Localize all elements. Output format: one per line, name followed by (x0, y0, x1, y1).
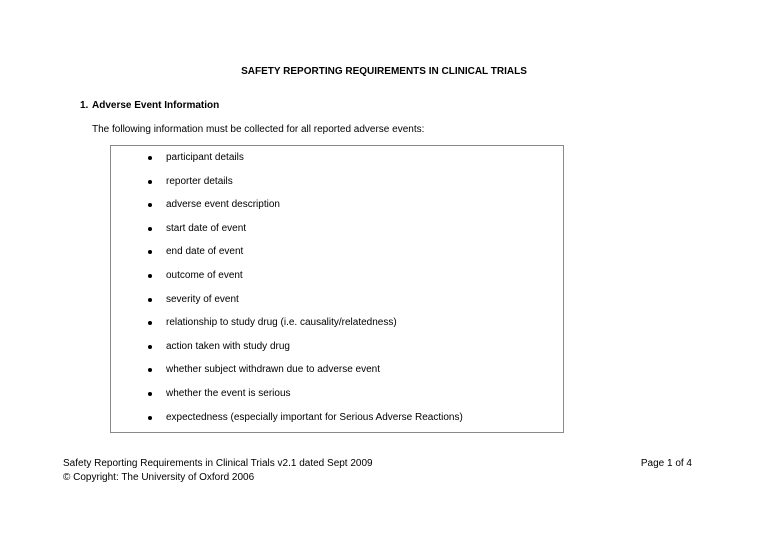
bullet-icon (148, 227, 152, 231)
list-item-text: severity of event (166, 293, 239, 305)
footer-copyright: © Copyright: The University of Oxford 2006 (63, 472, 255, 483)
list-item-text: outcome of event (166, 270, 243, 281)
document-title: SAFETY REPORTING REQUIREMENTS IN CLINICAL TRIALS (241, 66, 527, 77)
bullet-icon (148, 392, 152, 396)
bullet-icon (148, 298, 152, 302)
list-item-text: start date of event (166, 222, 247, 234)
list-item-text: reporter details (166, 175, 233, 187)
information-box (110, 145, 564, 433)
bullet-icon (148, 416, 152, 420)
bullet-icon (148, 274, 152, 278)
list-item-text: end date of event (166, 246, 244, 258)
bullet-icon (148, 321, 152, 325)
bullet-icon (148, 156, 152, 160)
footer-document-info: Safety Reporting Requirements in Clinical Trials v2.1 dated Sept 2009 (63, 458, 373, 469)
bullet-icon (148, 250, 152, 254)
bullet-icon (148, 368, 152, 372)
bullet-icon (148, 203, 152, 207)
list-item-text: adverse event description (166, 199, 280, 211)
section-heading: Adverse Event Information (92, 100, 220, 111)
list-item-text: whether subject withdrawn due to adverse event (166, 364, 381, 376)
list-item-text: expectedness (especially important for Serious Adverse Reactions) (166, 411, 463, 423)
list-item-text: whether the event is serious (166, 388, 291, 399)
list-item-text: action taken with study drug (166, 340, 290, 352)
list-item-text: participant details (166, 152, 244, 163)
bullet-icon (148, 180, 152, 184)
page-number: Page 1 of 4 (640, 458, 692, 469)
intro-paragraph: The following information must be collected for all reported adverse events: (92, 124, 425, 135)
section-number: 1. (80, 100, 89, 111)
bullet-icon (148, 345, 152, 349)
list-item-text: relationship to study drug (i.e. causality/relatedness) (166, 317, 397, 329)
